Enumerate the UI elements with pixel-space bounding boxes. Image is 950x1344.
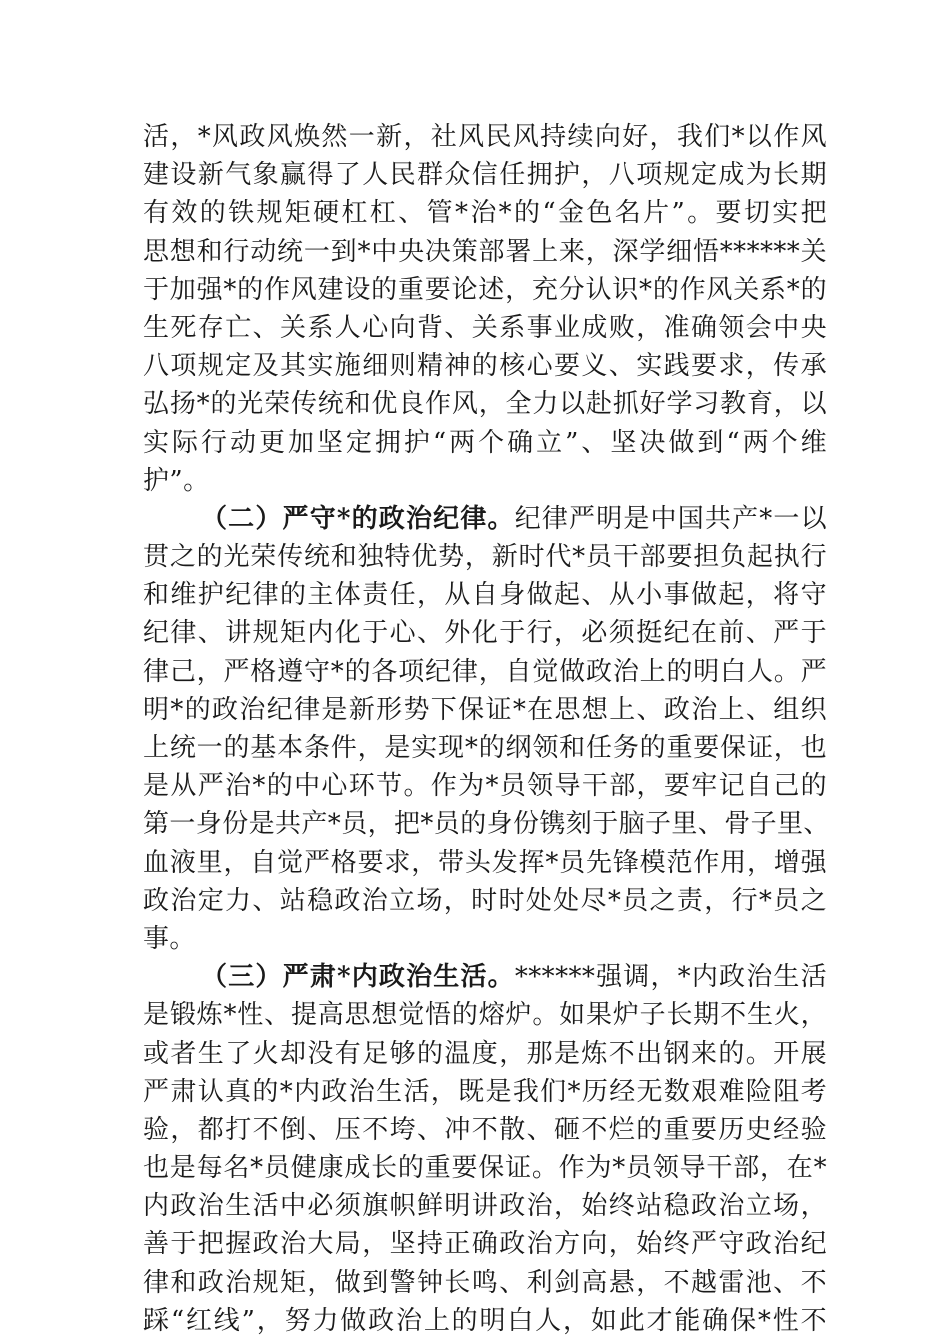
text-run: ******强调，*内政治生活 — [514, 962, 827, 993]
paragraph-first-line — [143, 500, 827, 538]
text-line: 实际行动更加坚定拥护“两个确立”、坚决做到“两个维 — [143, 427, 827, 458]
text-line: 严肃认真的*内政治生活，既是我们*历经无数艰难险阻考 — [143, 1076, 827, 1107]
text-line: 纪律、讲规矩内化于心、外化于行，必须挺纪在前、严于 — [143, 618, 827, 649]
text-line: 第一身份是共产*员，把*员的身份镌刻于脑子里、骨子里、 — [143, 809, 830, 840]
text-line: 有效的铁规矩硬杠杠、管*治*的“金色名片”。要切实把 — [143, 198, 827, 229]
text-line: 八项规定及其实施细则精神的核心要义、实践要求，传承 — [143, 351, 827, 382]
text-line: 建设新气象赢得了人民群众信任拥护，八项规定成为长期 — [143, 160, 827, 191]
text-line: 政治定力、站稳政治立场，时时处处尽*员之责，行*员之 — [143, 885, 827, 916]
text-line: 事。 — [143, 923, 196, 954]
text-line: 也是每名*员健康成长的重要保证。作为*员领导干部，在* — [143, 1153, 827, 1184]
text-line: 明*的政治纪律是新形势下保证*在思想上、政治上、组织 — [143, 694, 827, 725]
paragraph-2 — [143, 500, 830, 958]
text-line: 踩“红线”，努力做政治上的明白人，如此才能确保*性不 — [143, 1305, 827, 1336]
text-line: 是锻炼*性、提高思想觉悟的熔炉。如果炉子长期不生火， — [143, 1000, 827, 1031]
text-line: 善于把握政治大局，坚持正确政治方向，始终严守政治纪 — [143, 1229, 827, 1260]
text-line: 是从严治*的中心环节。作为*员领导干部，要牢记自己的 — [143, 771, 827, 802]
text-line: 内政治生活中必须旗帜鲜明讲政治，始终站稳政治立场， — [143, 1191, 827, 1222]
text-line: 活，*风政风焕然一新，社风民风持续向好，我们*以作风 — [143, 122, 827, 152]
text-line: 血液里，自觉严格要求，带头发挥*员先锋模范作用，增强 — [143, 847, 827, 878]
text-line: 思想和行动统一到*中央决策部署上来，深学细悟******关 — [143, 236, 827, 267]
document-body — [143, 118, 830, 1340]
text-line: 贯之的光荣传统和独特优势，新时代*员干部要担负起执行 — [143, 542, 827, 573]
text-line: 验，都打不倒、压不垮、冲不散、砸不烂的重要历史经验 — [143, 1114, 827, 1145]
paragraph-first-line — [143, 958, 827, 996]
text-run: 纪律严明是中国共产*一以 — [514, 503, 827, 534]
text-line: 律和政治规矩，做到警钟长鸣、利剑高悬，不越雷池、不 — [143, 1267, 827, 1298]
text-line: 或者生了火却没有足够的温度，那是炼不出钢来的。开展 — [143, 1038, 827, 1069]
text-line: 和维护纪律的主体责任，从自身做起、从小事做起，将守 — [143, 580, 827, 611]
text-line: 护”。 — [143, 465, 210, 496]
text-line: 弘扬*的光荣传统和优良作风，全力以赴抓好学习教育，以 — [143, 389, 827, 420]
paragraph-1 — [143, 118, 827, 500]
text-line: 上统一的基本条件，是实现*的纲领和任务的重要保证，也 — [143, 733, 827, 763]
section-heading: （二）严守*的政治纪律。 — [201, 503, 515, 534]
text-line: 律己，严格遵守*的各项纪律，自觉做政治上的明白人。严 — [143, 656, 827, 687]
paragraph-3 — [143, 958, 827, 1340]
section-heading: （三）严肃*内政治生活。 — [201, 962, 515, 993]
text-line: 生死存亡、关系人心向背、关系事业成败，准确领会中央 — [143, 312, 827, 343]
text-line: 于加强*的作风建设的重要论述，充分认识*的作风关系*的 — [143, 274, 827, 305]
